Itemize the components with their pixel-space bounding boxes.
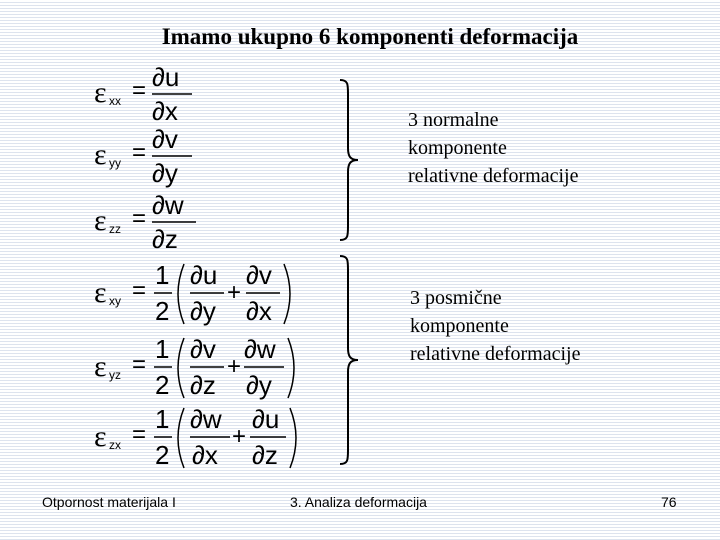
plus-sign: + bbox=[232, 423, 247, 450]
equation-eps-yy bbox=[92, 126, 252, 190]
numerator: ∂u bbox=[152, 62, 180, 92]
equals-sign: = bbox=[132, 277, 147, 304]
epsilon-symbol: ε bbox=[94, 138, 107, 171]
equation-eps-zz bbox=[92, 192, 252, 256]
equals-sign: = bbox=[132, 77, 147, 104]
epsilon-symbol: ε bbox=[94, 276, 107, 309]
equation-eps-zx bbox=[92, 404, 302, 468]
term1-denominator: ∂z bbox=[190, 370, 216, 400]
term2-numerator: ∂w bbox=[244, 334, 276, 364]
left-parenthesis bbox=[178, 264, 184, 324]
term1-denominator: ∂x bbox=[192, 440, 218, 470]
term2-numerator: ∂v bbox=[246, 260, 272, 290]
epsilon-symbol: ε bbox=[94, 350, 107, 383]
right-parenthesis bbox=[284, 264, 290, 324]
numerator: ∂v bbox=[152, 124, 178, 154]
right-parenthesis bbox=[290, 408, 296, 468]
equation-eps-yz bbox=[92, 334, 302, 398]
term1-numerator: ∂v bbox=[190, 334, 216, 364]
shear-label-line-2: komponente bbox=[410, 315, 509, 337]
plus-sign: + bbox=[227, 353, 242, 380]
coefficient-numerator: 1 bbox=[155, 404, 170, 434]
coefficient-denominator: 2 bbox=[155, 370, 170, 400]
normal-label-line-2: komponente bbox=[408, 137, 507, 159]
shear-group-brace bbox=[320, 252, 360, 470]
coefficient-denominator: 2 bbox=[155, 440, 170, 470]
subscript: xx bbox=[109, 94, 121, 108]
term2-denominator: ∂x bbox=[246, 296, 272, 326]
term1-numerator: ∂u bbox=[190, 260, 218, 290]
subscript: yz bbox=[109, 368, 121, 382]
left-parenthesis bbox=[178, 408, 184, 468]
plus-sign: + bbox=[227, 279, 242, 306]
term2-denominator: ∂y bbox=[246, 370, 272, 400]
subscript: yy bbox=[109, 156, 121, 170]
subscript: xy bbox=[109, 294, 121, 308]
footer-page-number: 76 bbox=[661, 494, 677, 510]
term2-numerator: ∂u bbox=[252, 404, 280, 434]
normal-label-line-1: 3 normalne bbox=[408, 109, 499, 131]
subscript: zx bbox=[109, 438, 121, 452]
epsilon-symbol: ε bbox=[94, 76, 107, 109]
term2-denominator: ∂z bbox=[252, 440, 278, 470]
coefficient-denominator: 2 bbox=[155, 296, 170, 326]
denominator: ∂x bbox=[152, 96, 178, 126]
normal-group-brace bbox=[320, 76, 360, 246]
equals-sign: = bbox=[132, 351, 147, 378]
left-parenthesis bbox=[178, 338, 184, 398]
footer-course-title: Otpornost materijala I bbox=[42, 494, 176, 510]
equals-sign: = bbox=[132, 205, 147, 232]
equals-sign: = bbox=[132, 421, 147, 448]
coefficient-numerator: 1 bbox=[155, 334, 170, 364]
epsilon-symbol: ε bbox=[94, 420, 107, 453]
equals-sign: = bbox=[132, 139, 147, 166]
equation-eps-xy bbox=[92, 260, 302, 324]
footer-chapter: 3. Analiza deformacija bbox=[290, 494, 427, 510]
right-parenthesis bbox=[288, 338, 294, 398]
slide-title: Imamo ukupno 6 komponenti deformacija bbox=[161, 24, 579, 49]
epsilon-symbol: ε bbox=[94, 204, 107, 237]
shear-label-line-1: 3 posmične bbox=[410, 287, 502, 309]
equation-eps-xx bbox=[92, 64, 252, 128]
shear-label-line-3: relativne deformacije bbox=[410, 343, 581, 365]
denominator: ∂y bbox=[152, 158, 178, 188]
denominator: ∂z bbox=[152, 224, 178, 254]
term1-numerator: ∂w bbox=[190, 404, 222, 434]
term1-denominator: ∂y bbox=[190, 296, 216, 326]
numerator: ∂w bbox=[152, 190, 184, 220]
coefficient-numerator: 1 bbox=[155, 260, 170, 290]
normal-label-line-3: relativne deformacije bbox=[408, 165, 579, 187]
subscript: zz bbox=[109, 222, 121, 236]
